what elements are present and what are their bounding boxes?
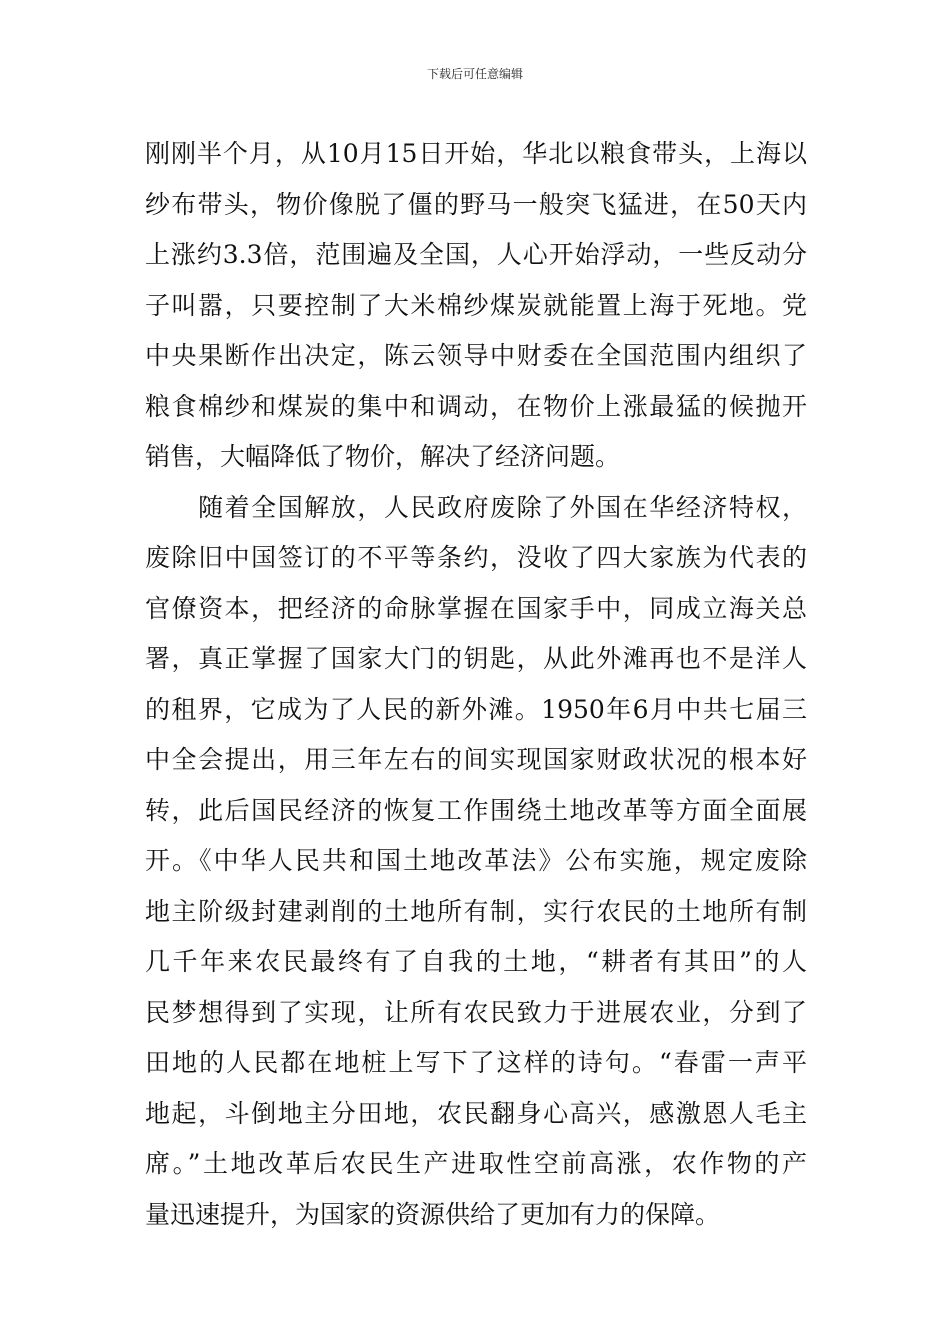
text-line: 量迅速提升，为国家的资源供给了更加有力的保障。 <box>145 1199 721 1229</box>
text-line: 子叫嚣，只要控制了大米棉纱煤炭就能置上海于死地。党 <box>145 290 807 320</box>
text-line: 上涨约3.3倍，范围遍及全国，人心开始浮动，一些反动分 <box>145 240 807 269</box>
text-line: 粮食棉纱和煤炭的集中和调动，在物价上涨最猛的候抛开 <box>145 391 807 421</box>
text-line: 地起，斗倒地主分田地，农民翻身心高兴，感激恩人毛主 <box>145 1098 807 1128</box>
text-line: 废除旧中国签订的不平等条约，没收了四大家族为代表的 <box>145 543 807 572</box>
text-line: 纱布带头，物价像脱了僵的野马一般突飞猛进，在50天内 <box>145 189 807 219</box>
text-line: 刚刚半个月，从10月15日开始，华北以粮食带头，上海以 <box>145 139 807 168</box>
text-line: 中全会提出，用三年左右的间实现国家财政状况的根本好 <box>145 745 807 774</box>
text-line: 销售，大幅降低了物价，解决了经济问题。 <box>145 442 621 471</box>
text-line: 随着全国解放，人民政府废除了外国在华经济特权， <box>145 492 807 522</box>
text-line: 中央果断作出决定，陈云领导中财委在全国范围内组织了 <box>145 341 807 370</box>
text-line: 地主阶级封建剥削的土地所有制，实行农民的土地所有制 <box>145 896 807 926</box>
paragraph-1 <box>145 129 807 483</box>
text-line: 田地的人民都在地桩上写下了这样的诗句。“春雷一声平 <box>145 1048 807 1077</box>
text-line: 署，真正掌握了国家大门的钥匙，从此外滩再也不是洋人 <box>145 644 807 673</box>
paragraph-2 <box>145 483 807 1241</box>
text-line: 几千年来农民最终有了自我的土地，“耕者有其田”的人 <box>145 947 807 976</box>
text-line: 转，此后国民经济的恢复工作围绕土地改革等方面全面展 <box>145 795 807 825</box>
text-line: 开。《中华人民共和国土地改革法》公布实施，规定废除 <box>145 846 807 875</box>
document-body <box>145 129 807 1240</box>
text-line: 席。”土地改革后农民生产进取性空前高涨，农作物的产 <box>145 1149 807 1178</box>
text-line: 的租界，它成为了人民的新外滩。1950年6月中共七届三 <box>145 694 807 724</box>
text-line: 官僚资本，把经济的命脉掌握在国家手中，同成立海关总 <box>145 593 807 623</box>
page-header: 下载后可任意编辑 <box>426 67 523 81</box>
text-line: 民梦想得到了实现，让所有农民致力于进展农业，分到了 <box>145 997 807 1027</box>
